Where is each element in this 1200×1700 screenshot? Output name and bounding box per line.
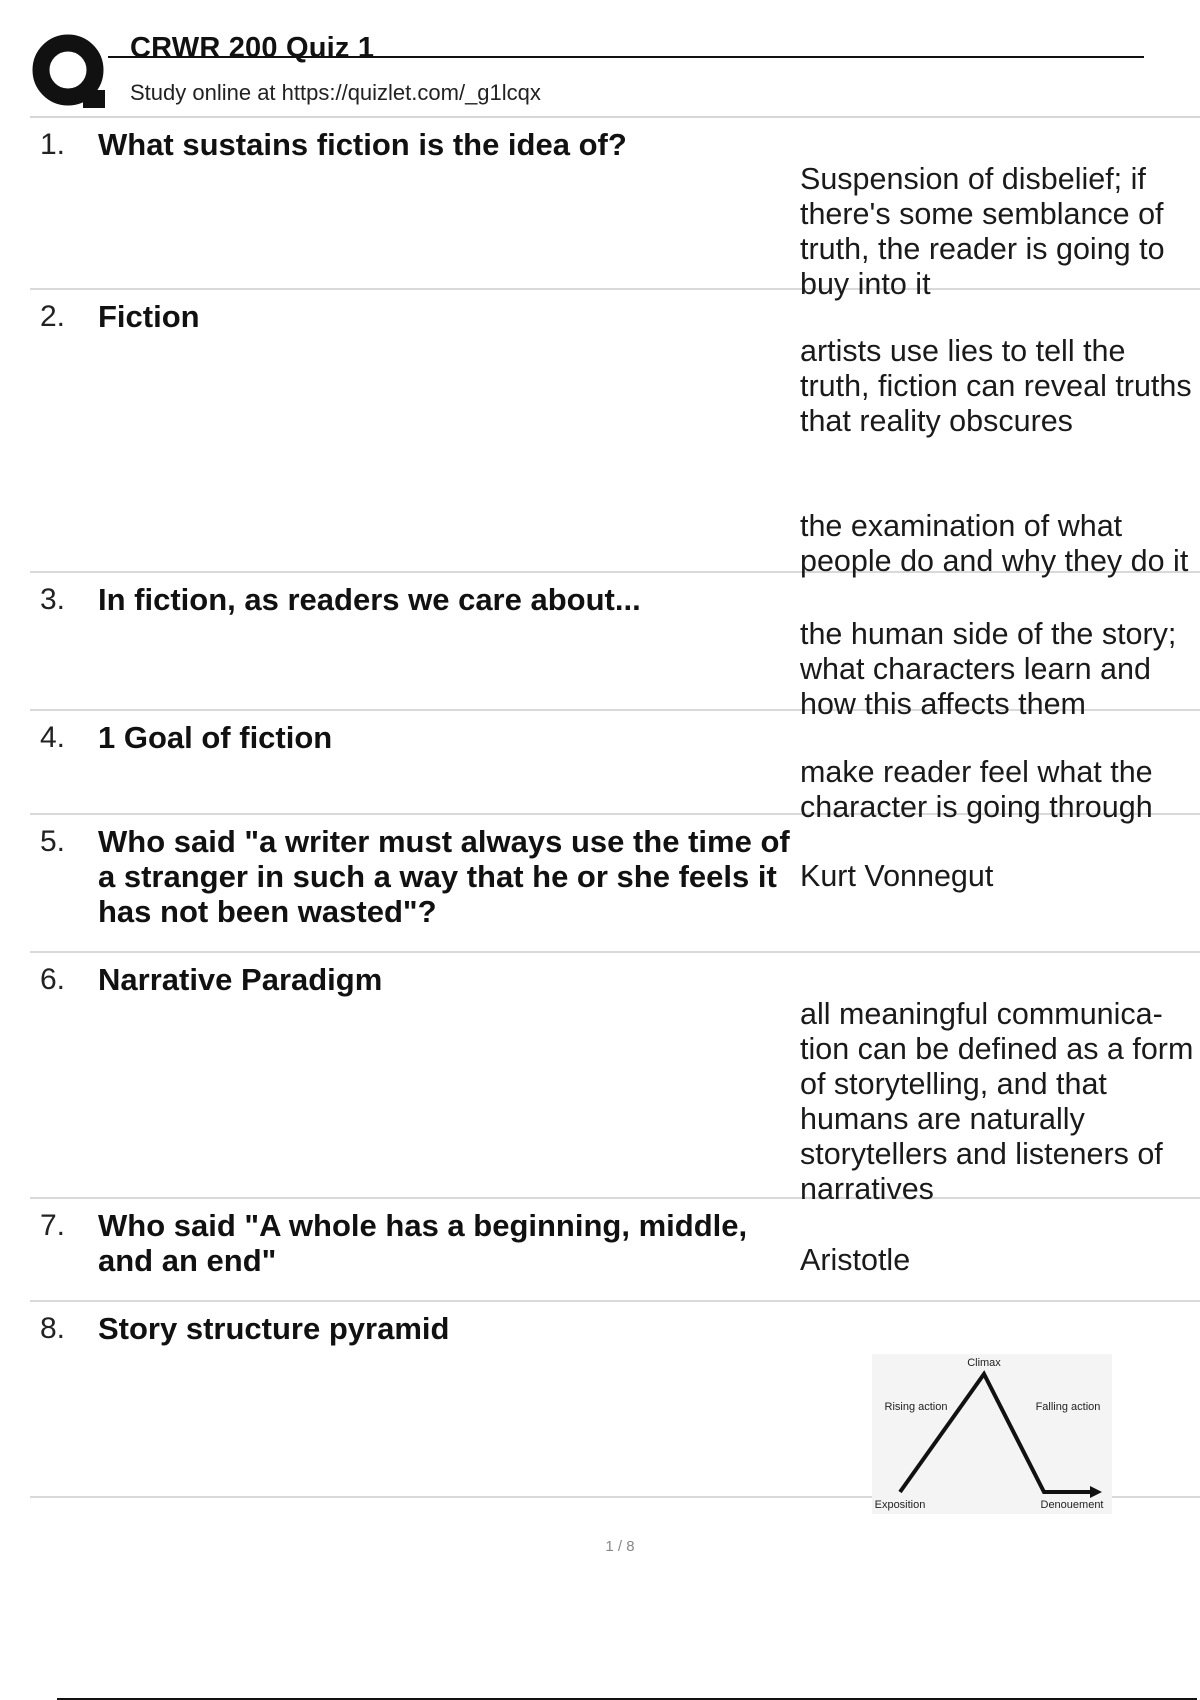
card-term: 1 Goal of fiction — [98, 720, 333, 755]
diagram-label-exposition: Exposition — [874, 1499, 926, 1511]
definition-text: artists use lies to tell the truth, fiction can reveal truths that reality obscures — [800, 334, 1192, 438]
card-definition — [800, 299, 1200, 614]
diagram-label-falling-action: Falling action — [1035, 1401, 1101, 1413]
flashcard-row — [30, 290, 1200, 578]
card-number: 8. — [40, 1312, 66, 1345]
flashcard-row — [30, 815, 1200, 953]
card-definition — [800, 962, 1200, 1242]
card-definition — [800, 1208, 1200, 1313]
document-title: CRWR 200 Quiz 1 — [130, 32, 375, 64]
card-term: In fiction, as readers we care about... — [98, 582, 641, 617]
flashcard-row — [30, 1302, 1200, 1511]
flashcard-row — [30, 953, 1200, 1206]
card-number: 5. — [40, 825, 66, 858]
card-number: 2. — [40, 300, 66, 333]
definition-text: make reader feel what the character is going through — [800, 755, 1153, 824]
diagram-label-climax: Climax — [967, 1357, 1001, 1369]
story-structure-diagram — [872, 1354, 1112, 1514]
definition-text: all meaningful communica- tion can be defined as a form of storytelling, and that humans are naturally storytellers and listeners of narratives — [800, 997, 1194, 1206]
quizlet-logo-icon — [31, 32, 109, 110]
card-term: Story structure pyramid — [98, 1311, 450, 1346]
definition-text: the examination of what people do and why they do it — [800, 509, 1189, 578]
diagram-label-denouement: Denouement — [1040, 1499, 1104, 1511]
page-number: 1 / 8 — [605, 1538, 635, 1555]
card-number: 7. — [40, 1209, 66, 1242]
card-definition — [800, 1311, 1200, 1549]
definition-text: Kurt Vonnegut — [800, 859, 994, 893]
card-term: Fiction — [98, 299, 200, 334]
card-number: 4. — [40, 721, 66, 754]
study-online-link[interactable]: Study online at https://quizlet.com/_g1lcqx — [130, 80, 541, 105]
flashcard-row — [30, 1199, 1200, 1302]
definition-text: Suspension of disbelief; if there's some semblance of truth, the reader is going to buy into it — [800, 162, 1165, 301]
flashcard-list — [30, 118, 1200, 1511]
flashcard-row — [30, 573, 1200, 721]
definition-text: the human side of the story; what characters learn and how this affects them — [800, 617, 1177, 721]
card-number: 6. — [40, 963, 66, 996]
definition-text: Aristotle — [800, 1243, 911, 1277]
card-number: 3. — [40, 583, 66, 616]
card-number: 1. — [40, 128, 66, 161]
card-term: Narrative Paradigm — [98, 962, 383, 997]
card-definition — [800, 824, 1200, 929]
flashcard-row — [30, 711, 1200, 824]
card-term: Who said "A whole has a beginning, middle, and an end" — [98, 1208, 748, 1278]
flashcard-row — [30, 118, 1200, 301]
card-term: What sustains fiction is the idea of? — [98, 127, 627, 162]
card-term: Who said "a writer must always use the time of a stranger in such a way that he or she feels it has not been wasted"? — [98, 824, 790, 929]
title-rule — [108, 56, 1144, 58]
diagram-label-rising-action: Rising action — [884, 1401, 948, 1413]
